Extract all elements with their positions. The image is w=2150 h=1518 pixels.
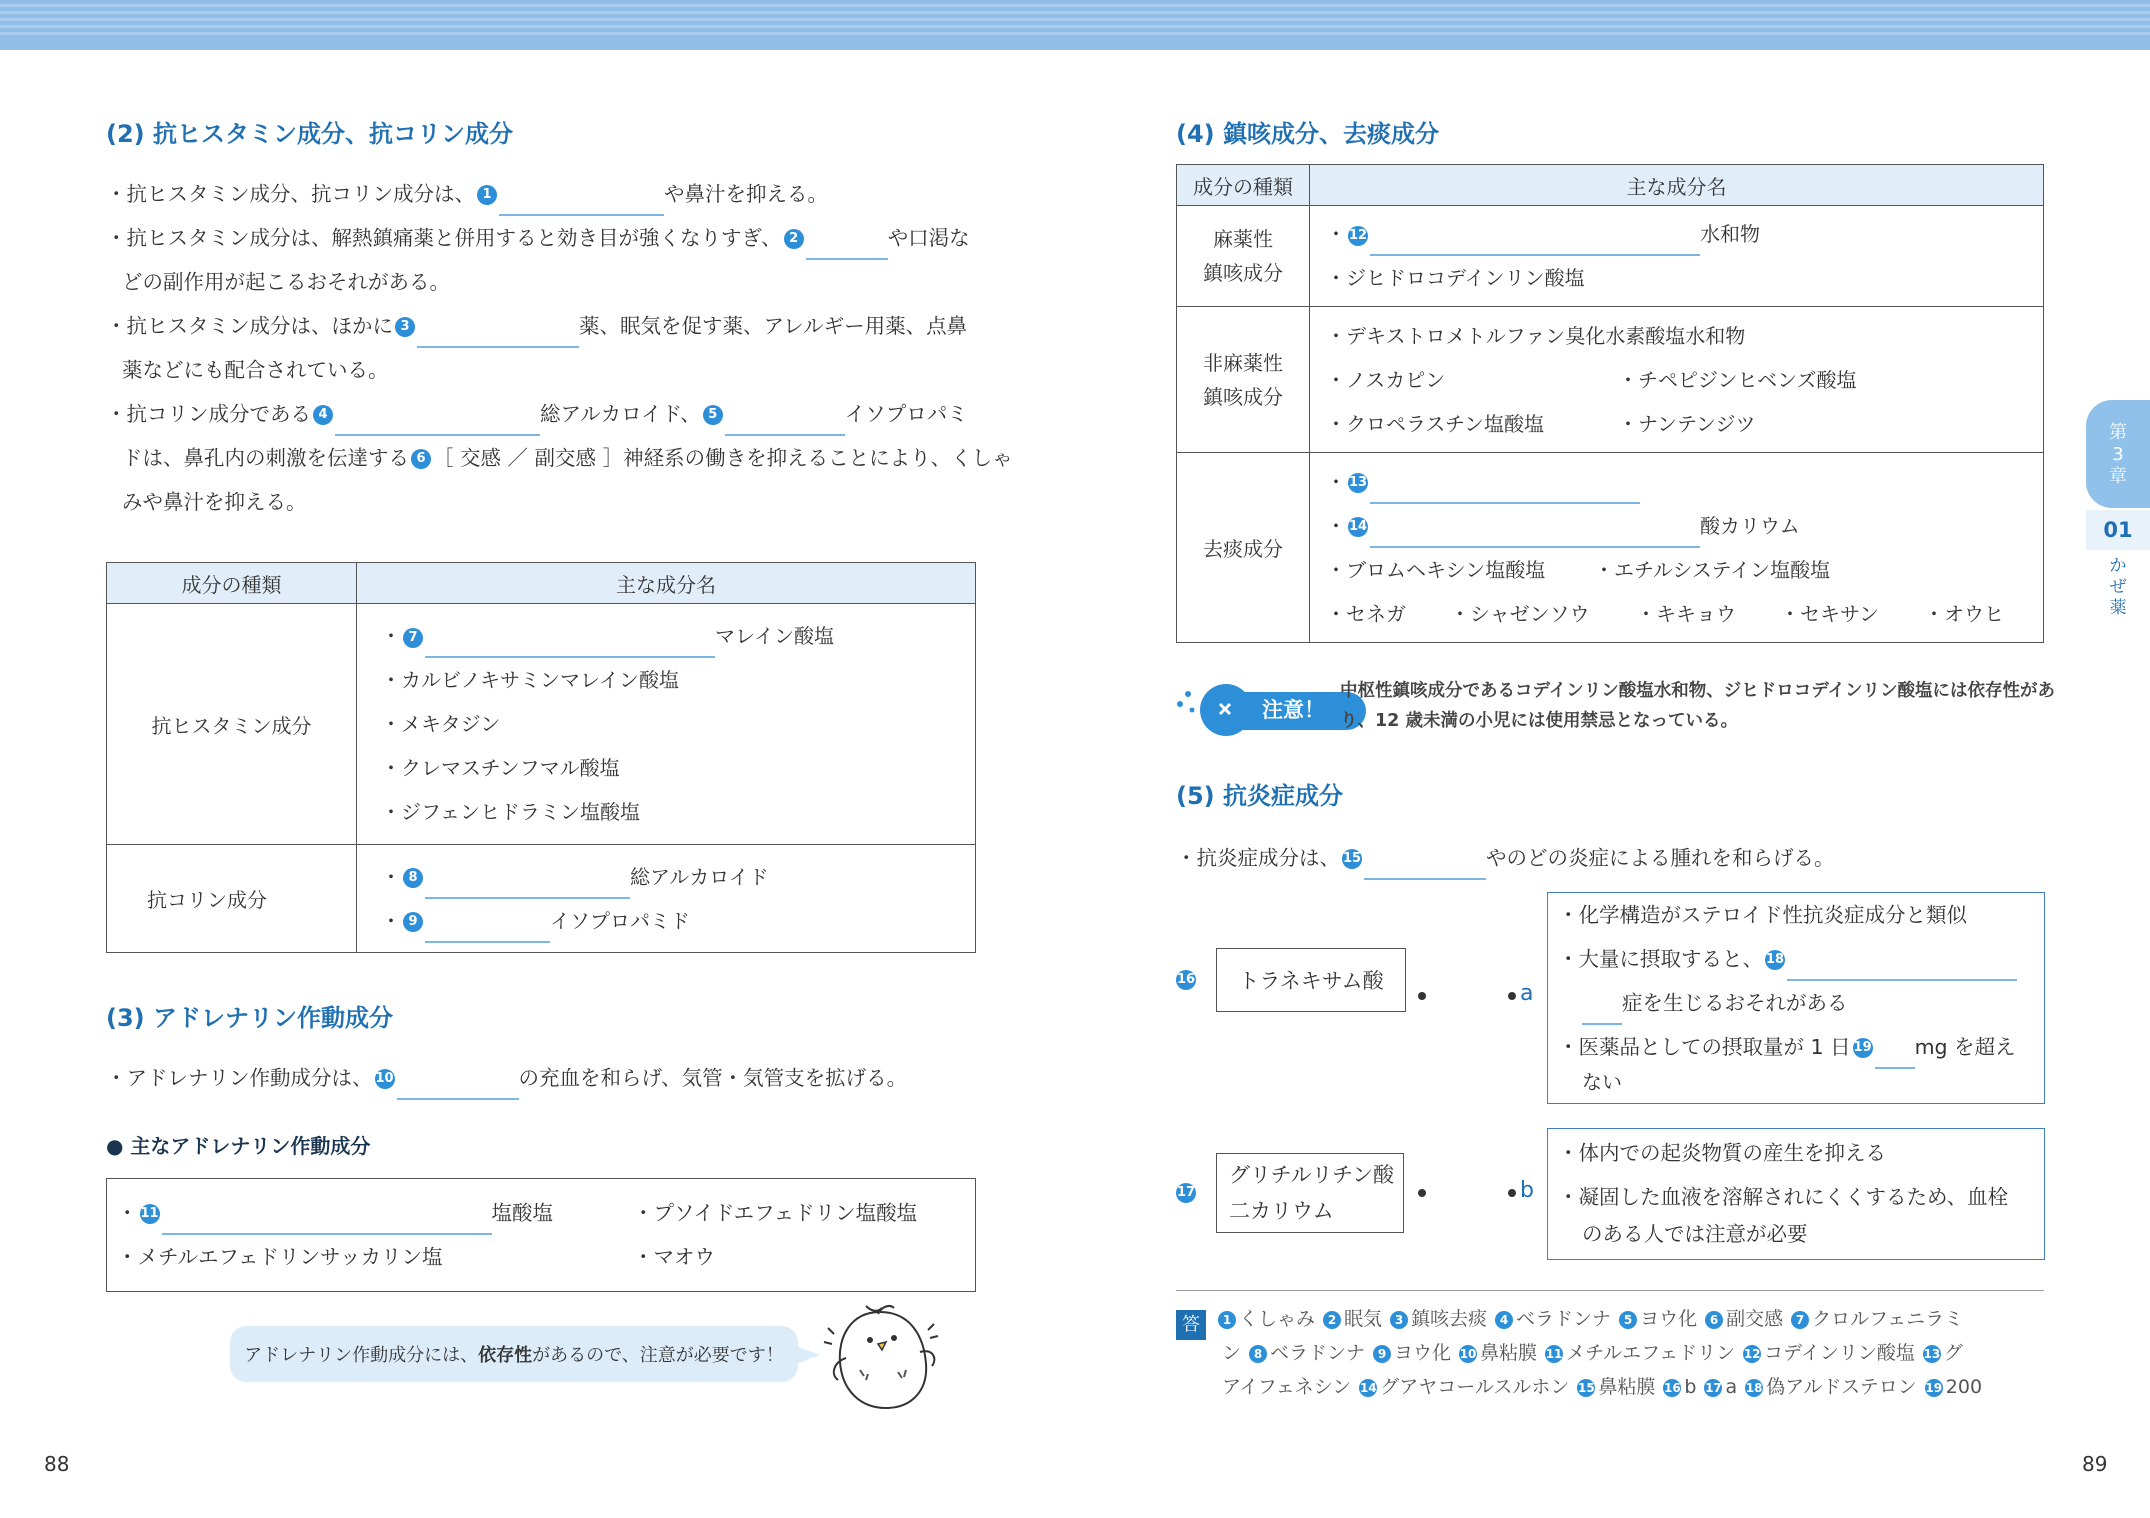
answer-number: 4 <box>1495 1311 1513 1329</box>
answer-text: 鼻粘膜 <box>1598 1376 1656 1398</box>
answer-text: コデインリン酸塩 <box>1764 1342 1915 1364</box>
match-item-16[interactable]: トラネキサム酸 <box>1216 948 1406 1012</box>
answer-number: 2 <box>1323 1311 1341 1329</box>
text: ・抗ヒスタミン成分は、ほかに <box>106 314 393 338</box>
match-item-17[interactable] <box>1216 1153 1404 1233</box>
speech-bubble <box>230 1326 798 1382</box>
text: イソプロパミド <box>550 908 690 933</box>
fill-blank[interactable] <box>1787 955 2017 981</box>
answer-number: 14 <box>1359 1380 1377 1395</box>
blank-number-badge: 11 <box>140 1204 160 1224</box>
text: ・抗ヒスタミン成分は、解熱鎮痛薬と併用すると効き目が強くなりすぎ、 <box>106 226 782 250</box>
answer-number: 3 <box>1390 1311 1408 1329</box>
answers-line-2 <box>1222 1336 1963 1370</box>
text: やのどの炎症による腫れを和らげる。 <box>1486 846 1835 870</box>
match-dot-b[interactable] <box>1508 1189 1516 1197</box>
fill-blank[interactable] <box>425 632 715 658</box>
text: ・ブロムヘキシン塩酸塩 <box>1326 557 1546 582</box>
text <box>1558 1025 2016 1069</box>
blank-number-badge: 4 <box>313 405 333 425</box>
sec2-bullet-1 <box>106 172 828 216</box>
section-4-title: (4) 鎮咳成分、去痰成分 <box>1176 120 1439 148</box>
list-item: ・ 11 塩酸塩 <box>117 1191 553 1235</box>
adrenaline-box <box>106 1178 976 1292</box>
text: ・クロペラスチン塩酸塩 <box>1326 411 1544 436</box>
match-dot-a[interactable] <box>1508 992 1516 1000</box>
list-item: ・メチルエフェドリンサッカリン塩 <box>117 1245 443 1269</box>
blank-number-badge: 19 <box>1853 1038 1873 1058</box>
text: ・チペピジンヒベンズ酸塩 <box>1618 367 1857 392</box>
text: や鼻汁を抑える。 <box>664 182 828 206</box>
fill-blank[interactable] <box>397 1074 519 1100</box>
text: 章 <box>2109 466 2127 487</box>
fill-blank[interactable] <box>1582 999 1622 1025</box>
fill-blank[interactable] <box>806 234 888 260</box>
answer-text: ン <box>1222 1342 1242 1364</box>
fill-blank[interactable] <box>425 917 550 943</box>
text: アドレナリン作動成分には、 <box>244 1345 479 1366</box>
answers-line-1 <box>1210 1302 1963 1336</box>
fill-blank[interactable] <box>1370 478 1640 504</box>
answers-divider <box>1176 1290 2044 1291</box>
text: ・シャゼンソウ <box>1450 601 1590 626</box>
answer-text: a <box>1725 1376 1738 1398</box>
text: ない <box>1582 1070 1622 1094</box>
list-item: ・ 12 水和物 <box>1326 212 2043 256</box>
table-header-type: 成分の種類 <box>107 563 357 604</box>
text <box>1558 937 2017 981</box>
text: ・凝固した血液を溶解されにくくするため、血栓 <box>1558 1185 2009 1209</box>
text: 水和物 <box>1700 222 1760 246</box>
sec2-bullet-2-cont: どの副作用が起こるおそれがある。 <box>122 270 450 294</box>
text: イソプロパミ <box>844 402 968 426</box>
fill-blank[interactable] <box>499 190 664 216</box>
match-desc-a <box>1547 892 2045 1104</box>
text: ・抗ヒスタミン成分、抗コリン成分は、 <box>106 182 475 206</box>
list-item: ・ジヒドロコデインリン酸塩 <box>1326 266 1585 290</box>
text: があるので、注意が必要です！ <box>532 1345 784 1366</box>
chapter-section-number: 01 <box>2086 510 2150 550</box>
blank-number-badge: 18 <box>1765 950 1785 970</box>
answer-text: ベラドンナ <box>1516 1308 1612 1330</box>
sec5-bullet-1 <box>1176 836 1835 880</box>
row-type-narcotic <box>1177 206 1310 307</box>
match-dot-17[interactable] <box>1418 1189 1426 1197</box>
answer-text: 鼻粘膜 <box>1480 1342 1538 1364</box>
text: ・抗炎症成分は、 <box>1176 846 1340 870</box>
fill-blank[interactable] <box>1370 522 1700 548</box>
answers-label: 答 <box>1176 1310 1206 1340</box>
text: 鎮咳成分 <box>1203 384 1283 409</box>
blank-number-badge: 7 <box>403 628 423 648</box>
blank-number-badge: 6 <box>411 449 431 469</box>
answer-text: 偽アルドステロン <box>1766 1376 1917 1398</box>
fill-blank[interactable] <box>1364 854 1486 880</box>
answer-number: 16 <box>1664 1380 1681 1395</box>
match-label-a: a <box>1520 981 1534 1006</box>
answer-number: 7 <box>1791 1311 1809 1329</box>
table-header-type: 成分の種類 <box>1177 165 1310 206</box>
caution-text <box>1340 676 2055 736</box>
text: の充血を和らげ、気管・気管支を拡げる。 <box>518 1066 908 1090</box>
answer-number: 1 <box>1218 1311 1236 1329</box>
blank-number-badge: 2 <box>784 229 804 249</box>
text: 酸カリウム <box>1700 513 1800 538</box>
match-dot-16[interactable] <box>1418 992 1426 1000</box>
top-stripe-base <box>0 38 2150 50</box>
answer-text: ヨウ化 <box>1394 1342 1452 1364</box>
blank-number-badge: 15 <box>1342 849 1362 869</box>
blank-number-badge: 8 <box>403 868 423 888</box>
blank-number-badge: 1 <box>477 185 497 205</box>
answer-text: 鎮咳去痰 <box>1411 1308 1488 1330</box>
answers-line-3 <box>1222 1370 1982 1404</box>
chapter-section-title <box>2086 552 2150 622</box>
row-type-non-narcotic <box>1177 307 1310 453</box>
section-2-title: (2) 抗ヒスタミン成分、抗コリン成分 <box>106 120 513 148</box>
text <box>1582 981 1848 1025</box>
text: 総アルカロイド <box>630 864 769 889</box>
text: ・エチルシステイン塩酸塩 <box>1594 557 1831 582</box>
text: り、12 歳未満の小児には使用禁忌となっている。 <box>1340 711 1738 731</box>
answer-text: 副交感 <box>1726 1308 1784 1330</box>
text: ・医薬品としての摂取量が 1 日 <box>1558 1035 1851 1059</box>
text: ・体内での起炎物質の産生を抑える <box>1558 1141 1886 1165</box>
text: ・キキョウ <box>1636 601 1736 626</box>
answer-text: ベラドンナ <box>1270 1342 1366 1364</box>
fill-blank[interactable] <box>417 322 579 348</box>
answer-number: 19 <box>1925 1380 1943 1395</box>
row-type-expectorant: 去痰成分 <box>1177 453 1310 643</box>
text: か <box>2109 556 2127 576</box>
sec2-bullet-4-cont2: みや鼻汁を抑える。 <box>122 490 307 514</box>
answer-text: メチルエフェドリン <box>1566 1342 1736 1364</box>
answer-text: 200 <box>1945 1376 1983 1398</box>
blank-number-badge: 5 <box>703 405 723 425</box>
page-number-left: 88 <box>44 1452 70 1476</box>
text: ・アドレナリン作動成分は、 <box>106 1066 373 1090</box>
text: や口渇な <box>887 226 970 250</box>
sec2-bullet-4 <box>106 392 968 436</box>
blank-number-badge: 10 <box>375 1069 395 1089</box>
text: ・抗コリン成分である <box>106 402 311 426</box>
match-label-b: b <box>1520 1178 1534 1203</box>
text: マレイン酸塩 <box>715 624 834 648</box>
list-item: ・ 8 総アルカロイド <box>381 855 975 899</box>
answer-text: アイフェネシン <box>1222 1376 1352 1398</box>
text: ・ノスカピン <box>1326 367 1446 392</box>
answer-number: 10 <box>1459 1346 1477 1361</box>
list-item: ・ 7 マレイン酸塩 <box>381 614 975 658</box>
blank-number-badge: 12 <box>1348 226 1368 246</box>
text: mg を超え <box>1914 1035 2016 1059</box>
text: 塩酸塩 <box>491 1201 553 1225</box>
fill-blank[interactable] <box>725 410 845 436</box>
list-item: ・マオウ <box>633 1245 715 1269</box>
antihistamine-table <box>106 562 976 953</box>
text: のある人では注意が必要 <box>1582 1222 1808 1246</box>
text: 第 <box>2109 422 2127 443</box>
text: ・セキサン <box>1780 601 1879 626</box>
fill-blank[interactable] <box>162 1209 492 1235</box>
answer-number: 5 <box>1619 1311 1637 1329</box>
text: 麻薬性 <box>1213 227 1273 251</box>
answer-number: 12 <box>1743 1346 1761 1361</box>
fill-blank[interactable] <box>1875 1043 1915 1069</box>
blank-number-badge: 16 <box>1176 970 1196 990</box>
text: 薬、眠気を促す薬、アレルギー用薬、点鼻 <box>579 314 968 338</box>
list-item: ・メキタジン <box>381 712 501 736</box>
answer-text: グアヤコールスルホン <box>1380 1376 1570 1398</box>
text: 鎮咳成分 <box>1203 261 1283 285</box>
blank-number-badge: 13 <box>1348 473 1368 493</box>
sec2-bullet-2 <box>106 216 970 260</box>
section-5-title: (5) 抗炎症成分 <box>1176 782 1343 810</box>
blank-number-badge: 14 <box>1348 517 1368 537</box>
answer-number: 18 <box>1745 1380 1763 1395</box>
list-item: ・デキストロメトルファン臭化水素酸塩水和物 <box>1326 323 1746 348</box>
list-item: ・ジフェンヒドラミン塩酸塩 <box>381 800 640 824</box>
text: 非麻薬性 <box>1203 350 1283 375</box>
text: グリチルリチン酸 <box>1229 1163 1395 1187</box>
row-type-anticholinergic: 抗コリン成分 <box>107 845 357 953</box>
text: ・ナンテンジツ <box>1618 411 1756 436</box>
blank-number-badge: 17 <box>1176 1183 1196 1203</box>
chapter-tab[interactable] <box>2086 400 2150 508</box>
answer-number: 6 <box>1705 1311 1723 1329</box>
answer-text: クロルフェニラミ <box>1812 1308 1964 1330</box>
list-item <box>1326 358 2043 402</box>
table-header-name: 主な成分名 <box>1310 165 2044 206</box>
text: 中枢性鎮咳成分であるコデインリン酸塩水和物、ジヒドロコデインリン酸塩には依存性があ <box>1340 681 2056 701</box>
fill-blank[interactable] <box>425 873 630 899</box>
answer-text: グ <box>1943 1342 1963 1364</box>
answer-text: 眠気 <box>1344 1308 1383 1330</box>
text: 薬 <box>2109 598 2127 618</box>
answer-number: 9 <box>1373 1345 1391 1363</box>
answer-text: くしゃみ <box>1239 1308 1316 1330</box>
text: 二カリウム <box>1229 1199 1334 1223</box>
text: 総アルカロイド、 <box>540 402 701 426</box>
page-number-right: 89 <box>2082 1452 2108 1476</box>
sec3-subtitle: ● 主なアドレナリン作動成分 <box>106 1134 371 1158</box>
answer-number: 8 <box>1249 1345 1267 1363</box>
fill-blank[interactable] <box>335 410 540 436</box>
text: ドは、鼻孔内の刺激を伝達する <box>122 446 409 470</box>
section-3-title: (3) アドレナリン作動成分 <box>106 1004 393 1032</box>
text-bold: 依存性 <box>478 1345 533 1366</box>
list-item: ・カルビノキサミンマレイン酸塩 <box>381 668 679 692</box>
blank-number-badge: 9 <box>403 912 423 932</box>
answer-number: 13 <box>1923 1346 1941 1361</box>
match-desc-b <box>1547 1128 2045 1260</box>
answer-text: b <box>1684 1376 1697 1398</box>
sec2-bullet-3 <box>106 304 967 348</box>
text: ・化学構造がステロイド性抗炎症成分と類似 <box>1558 903 1967 927</box>
sec3-bullet-1 <box>106 1056 907 1100</box>
text: 症を生じるおそれがある <box>1622 991 1848 1015</box>
answer-number: 15 <box>1578 1380 1595 1395</box>
table-header-name: 主な成分名 <box>357 563 976 604</box>
text: 3 <box>2112 444 2124 465</box>
text: ・セネガ <box>1326 601 1406 626</box>
list-item <box>1326 592 2043 636</box>
list-item: ・クレマスチンフマル酸塩 <box>381 756 620 780</box>
text <box>2108 556 2128 619</box>
text: ［ 交感 ／ 副交感 ］神経系の働きを抑えることにより、くしゃ <box>433 446 1013 470</box>
list-item <box>1326 548 2043 592</box>
cough-table <box>1176 164 2044 643</box>
bird-mascot-icon <box>820 1300 945 1415</box>
sec2-bullet-4-cont <box>122 436 1013 480</box>
text: ・大量に摂取すると、 <box>1558 947 1763 971</box>
chapter-label <box>2108 422 2128 488</box>
blank-number-badge: 3 <box>395 317 415 337</box>
row-type-antihistamine: 抗ヒスタミン成分 <box>107 604 357 845</box>
fill-blank[interactable] <box>1370 230 1700 256</box>
text: ・オウヒ <box>1924 601 2004 626</box>
answer-number: 17 <box>1705 1380 1722 1395</box>
list-item <box>1326 402 2043 446</box>
list-item: ・プソイドエフェドリン塩酸塩 <box>633 1201 918 1225</box>
sec2-bullet-3-cont: 薬などにも配合されている。 <box>122 358 389 382</box>
caution-label: 注意！ <box>1262 698 1325 722</box>
answer-text: ヨウ化 <box>1640 1308 1698 1330</box>
list-item: ・ 13 <box>1326 460 2043 504</box>
list-item: ・ 14 酸カリウム <box>1326 504 2043 548</box>
answer-number: 11 <box>1545 1346 1563 1361</box>
text: ぜ <box>2109 577 2127 597</box>
list-item: ・ 9 イソプロパミド <box>381 899 975 943</box>
